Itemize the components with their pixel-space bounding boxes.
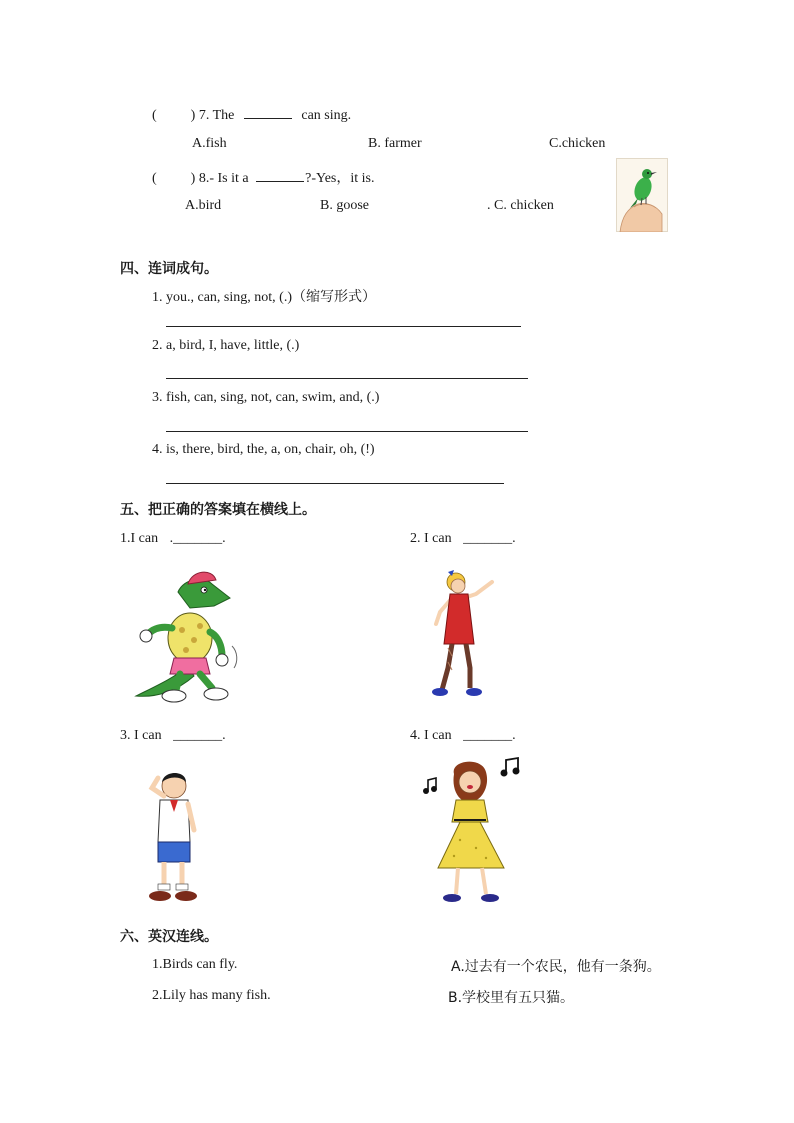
answer-line[interactable]: [166, 483, 504, 484]
section-4-item-4: 4. is, there, bird, the, a, on, chair, oh, (!): [152, 442, 375, 457]
option-a[interactable]: A.bird: [185, 198, 222, 213]
option-c[interactable]: [487, 198, 554, 214]
fill-item-blank[interactable]: _______.: [463, 728, 516, 743]
question-8-text: 8.- Is it a: [198, 171, 249, 186]
music-note-icon: [501, 758, 520, 777]
fill-item-1: [120, 531, 226, 547]
answer-paren-open: (: [152, 171, 157, 186]
answer-line[interactable]: [166, 378, 528, 379]
section-5-heading: 五、把正确的答案填在横线上。: [120, 502, 316, 518]
match-left-2[interactable]: 2.Lily has many fish.: [152, 988, 271, 1003]
crocodile-walking-image: [130, 566, 246, 708]
fill-item-2: [410, 531, 516, 547]
option-b[interactable]: B. farmer: [368, 136, 422, 151]
option-c-label: C. chicken: [494, 198, 554, 213]
fill-item-label: 2. I can: [410, 531, 452, 546]
question-7: [152, 104, 351, 124]
section-4-item-2: 2. a, bird, I, have, little, (.): [152, 338, 300, 353]
fill-item-blank[interactable]: _______.: [173, 728, 226, 743]
question-7-suffix: can sing.: [301, 108, 352, 123]
option-b[interactable]: B. goose: [320, 198, 369, 213]
answer-paren-open: (: [152, 108, 157, 123]
question-7-text: 7. The: [198, 108, 235, 123]
boy-looking-image: [140, 766, 204, 908]
question-8: [152, 167, 374, 187]
fill-item-blank[interactable]: ._______.: [169, 531, 226, 546]
answer-paren-close: ): [190, 108, 196, 123]
section-6-heading: 六、英汉连线。: [120, 929, 218, 945]
option-c-dot: .: [487, 198, 491, 213]
fill-item-label: 4. I can: [410, 728, 452, 743]
answer-paren-close: ): [190, 171, 196, 186]
fill-item-blank[interactable]: _______.: [463, 531, 516, 546]
dancing-girl-image: [430, 564, 506, 704]
answer-blank[interactable]: [244, 104, 292, 119]
answer-line[interactable]: [166, 326, 521, 327]
section-4-heading: 四、连词成句。: [120, 261, 218, 277]
section-4-item-3: 3. fish, can, sing, not, can, swim, and, (.): [152, 390, 380, 405]
answer-blank[interactable]: [256, 167, 304, 182]
match-left-1[interactable]: 1.Birds can fly.: [152, 957, 238, 972]
match-right-a[interactable]: A.过去有一个农民，他有一条狗。: [451, 959, 661, 975]
fill-item-3: [120, 728, 226, 744]
bird-on-hand-image: [616, 158, 668, 232]
fill-item-label: 1.I can: [120, 531, 159, 546]
fill-item-label: 3. I can: [120, 728, 162, 743]
option-a[interactable]: A.fish: [192, 136, 227, 151]
fill-item-4: [410, 728, 516, 744]
music-note-icon: [423, 778, 437, 794]
answer-line[interactable]: [166, 431, 528, 432]
match-right-b[interactable]: B.学校里有五只猫。: [448, 990, 575, 1006]
section-4-item-1: 1. you., can, sing, not, (.)（缩写形式）: [152, 290, 376, 305]
option-c[interactable]: C.chicken: [549, 136, 606, 151]
question-8-suffix: ?-Yes，it is.: [305, 171, 375, 186]
singing-girl-image: [420, 756, 528, 908]
